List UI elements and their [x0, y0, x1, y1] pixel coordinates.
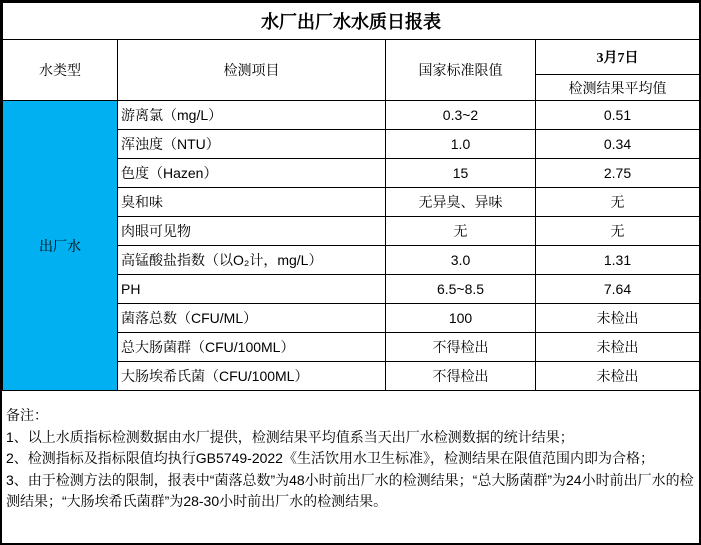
result-cell: 0.51 — [536, 101, 700, 130]
remarks-section — [2, 391, 699, 543]
limit-cell: 0.3~2 — [386, 101, 536, 130]
result-cell: 未检出 — [536, 333, 700, 362]
test-item-cell: 臭和味 — [118, 188, 386, 217]
remark-line: 1、以上水质指标检测数据由水厂提供，检测结果平均值系当天出厂水检测数据的统计结果； — [6, 428, 574, 445]
column-header-water-type: 水类型 — [3, 40, 118, 101]
test-item-cell: PH — [118, 275, 386, 304]
table-row — [3, 101, 700, 130]
limit-cell: 6.5~8.5 — [386, 275, 536, 304]
column-header-national-standard: 国家标准限值 — [386, 40, 536, 101]
title-row — [3, 3, 700, 40]
test-item-cell: 色度（Hazen） — [118, 159, 386, 188]
test-item-cell: 浑浊度（NTU） — [118, 130, 386, 159]
limit-cell: 无异臭、异味 — [386, 188, 536, 217]
header-row — [3, 40, 700, 75]
limit-cell: 1.0 — [386, 130, 536, 159]
page-title: 水厂出厂水水质日报表 — [3, 3, 700, 40]
limit-cell: 3.0 — [386, 246, 536, 275]
result-cell: 7.64 — [536, 275, 700, 304]
report-table — [2, 2, 700, 391]
limit-cell: 无 — [386, 217, 536, 246]
column-header-test-item: 检测项目 — [118, 40, 386, 101]
column-header-avg-result: 检测结果平均值 — [536, 75, 700, 101]
result-cell: 无 — [536, 217, 700, 246]
test-item-cell: 大肠埃希氏菌（CFU/100ML） — [118, 362, 386, 391]
remark-line: 2、检测指标及指标限值均执行GB5749-2022《生活饮用水卫生标准》，检测结果在限值范围内即为合格； — [6, 450, 654, 466]
result-cell: 未检出 — [536, 304, 700, 333]
report-date: 3月7日 — [536, 40, 700, 75]
test-item-cell: 菌落总数（CFU/ML） — [118, 304, 386, 333]
limit-cell: 15 — [386, 159, 536, 188]
result-cell: 2.75 — [536, 159, 700, 188]
result-cell: 1.31 — [536, 246, 700, 275]
test-item-cell: 游离氯（mg/L） — [118, 101, 386, 130]
remark-line: 3、由于检测方法的限制，报表中“菌落总数”为48小时前出厂水的检测结果；“总大肠菌群”为24小时前出厂水的检测结果；“大肠埃希氏菌群”为28-30小时前出厂水的检测结果。 — [6, 471, 694, 509]
test-item-cell: 总大肠菌群（CFU/100ML） — [118, 333, 386, 362]
result-cell: 未检出 — [536, 362, 700, 391]
result-cell: 无 — [536, 188, 700, 217]
water-type-merged-cell: 出厂水 — [3, 101, 118, 391]
limit-cell: 100 — [386, 304, 536, 333]
limit-cell: 不得检出 — [386, 333, 536, 362]
test-item-cell: 肉眼可见物 — [118, 217, 386, 246]
remarks-label: 备注： — [6, 407, 48, 423]
result-cell: 0.34 — [536, 130, 700, 159]
limit-cell: 不得检出 — [386, 362, 536, 391]
test-item-cell: 高锰酸盐指数（以O₂计，mg/L） — [118, 246, 386, 275]
